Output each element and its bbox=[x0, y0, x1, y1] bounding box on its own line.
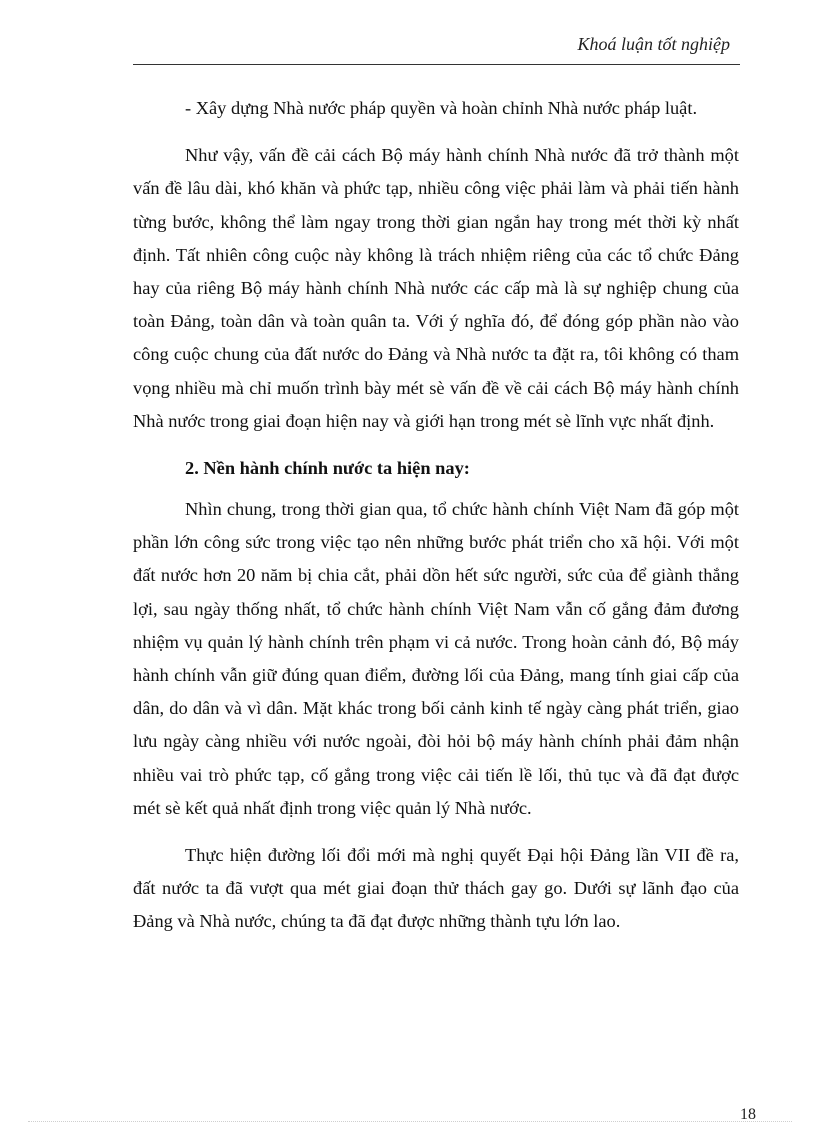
paragraph-3: Nhìn chung, trong thời gian qua, tổ chức hành chính Việt Nam đã góp một phần lớn công sức trong việc tạo nên những bước phát triển cho xã hội. Với một đất nước hơn 20 năm bị chia cắt, phải dồn hết sức người, sức của để giành thắng lợi, sau ngày thống nhất, tổ chức hành chính Việt Nam vẫn cố gắng đảm đương nhiệm vụ quản lý hành chính trên phạm vi cả nước. Trong hoàn cảnh đó, Bộ máy hành chính vẫn giữ đúng quan điểm, đường lối của Đảng, mang tính giai cấp của dân, do dân và vì dân. Mặt khác trong bối cảnh kinh tế ngày càng phát triển, giao lưu ngày càng nhiều với nước ngoài, đòi hỏi bộ máy hành chính phải đảm nhận nhiều vai trò phức tạp, cố gắng trong việc cải tiến lề lối, thủ tục và đã đạt được mét sè kết quả nhất định trong việc quản lý Nhà nước. bbox=[133, 499, 739, 818]
header-title: Khoá luận tốt nghiệp bbox=[577, 34, 730, 54]
header-divider bbox=[133, 64, 740, 65]
footer-divider bbox=[28, 1121, 792, 1122]
paragraph-4: Thực hiện đường lối đổi mới mà nghị quyết Đại hội Đảng lần VII đề ra, đất nước ta đã vượt qua mét giai đoạn thử thách gay go. Dưới sự lãnh đạo của Đảng và Nhà nước, chúng ta đã đạt được những thành tựu lớn lao. bbox=[133, 845, 739, 932]
document-body bbox=[133, 92, 739, 953]
paragraph-2: Như vậy, vấn đề cải cách Bộ máy hành chính Nhà nước đã trở thành một vấn đề lâu dài, khó khăn và phức tạp, nhiều công việc phải làm và phải tiến hành từng bước, không thể làm ngay trong thời gian ngắn hay trong mét thời kỳ nhất định. Tất nhiên công cuộc này không là trách nhiệm riêng của các tổ chức Đảng hay của riêng Bộ máy hành chính Nhà nước các cấp mà là sự nghiệp chung của toàn Đảng, toàn dân và toàn quân ta. Với ý nghĩa đó, để đóng góp phần nào vào công cuộc chung của đất nước do Đảng và Nhà nước ta đặt ra, tôi không có tham vọng nhiều mà chỉ muốn trình bày mét sè vấn đề về cải cách Bộ máy hành chính Nhà nước trong giai đoạn hiện nay và giới hạn trong mét sè lĩnh vực nhất định. bbox=[133, 145, 739, 431]
page-number: 18 bbox=[740, 1106, 756, 1123]
section-heading: 2. Nền hành chính nước ta hiện nay: bbox=[185, 458, 470, 479]
paragraph-1: - Xây dựng Nhà nước pháp quyền và hoàn chỉnh Nhà nước pháp luật. bbox=[185, 98, 698, 118]
